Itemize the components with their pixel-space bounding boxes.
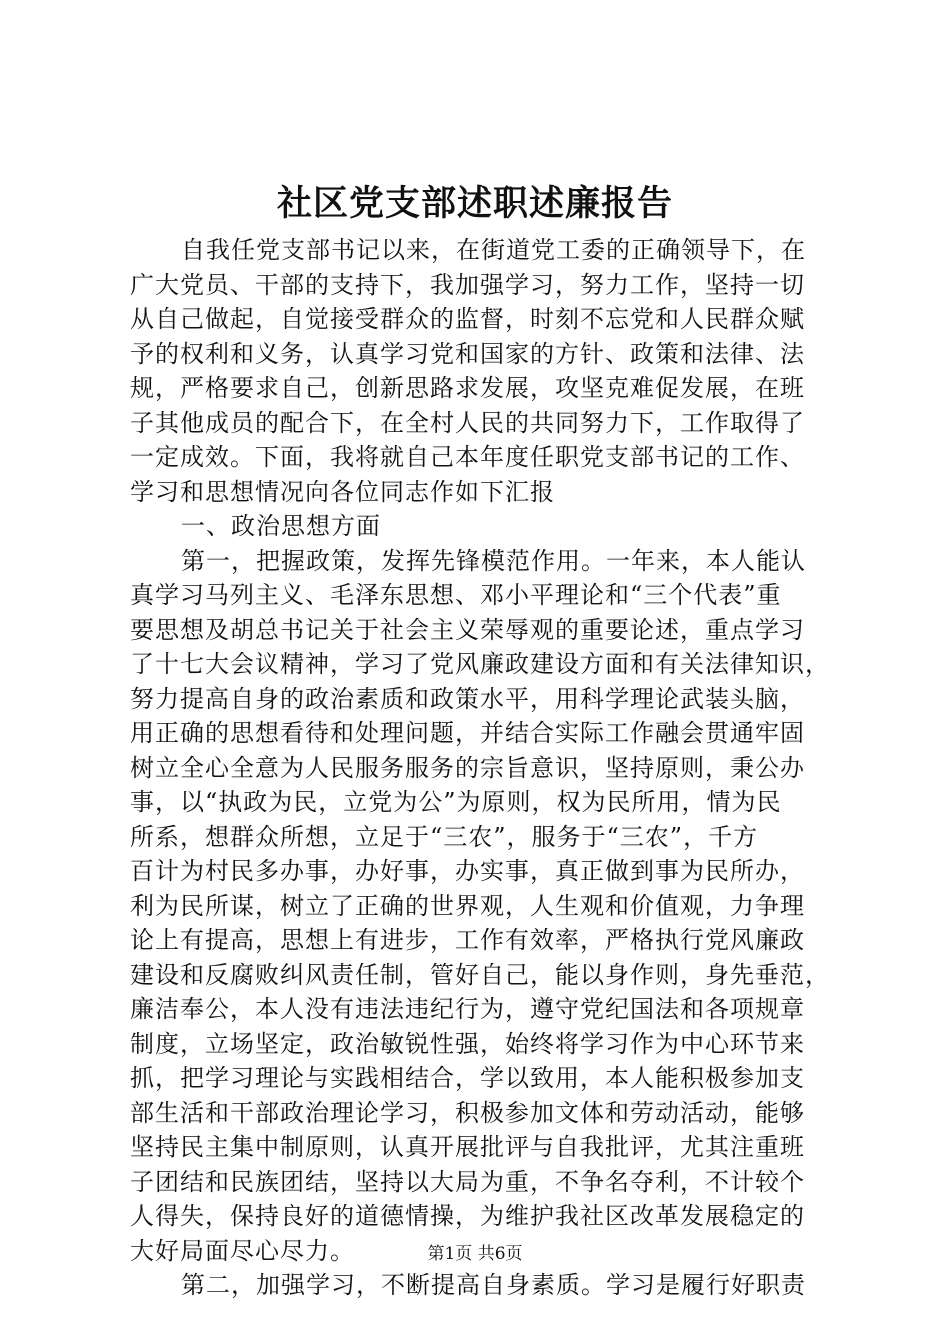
body-line: 了十七大会议精神，学习了党风廉政建设方面和有关法律知识，	[130, 650, 830, 678]
body-line: 事，以“执政为民，立党为公”为原则，权为民所用，情为民	[130, 788, 782, 816]
body-line: 用正确的思想看待和处理问题，并结合实际工作融会贯通牢固	[130, 719, 805, 747]
body-line: 树立全心全意为人民服务服务的宗旨意识，坚持原则，秉公办	[130, 753, 805, 782]
body-line: 努力提高自身的政治素质和政策水平，用科学理论武装头脑，	[130, 684, 805, 713]
document-title: 社区党支部述职述廉报告	[276, 183, 673, 224]
body-line: 制度，立场坚定，政治敏锐性强，始终将学习作为中心环节来	[130, 1029, 805, 1058]
body-line: 人得失，保持良好的道德情操，为维护我社区改革发展稳定的	[130, 1202, 805, 1230]
body-line: 大好局面尽心尽力。	[130, 1236, 355, 1265]
body-line: 部生活和干部政治理论学习，积极参加文体和劳动活动，能够	[130, 1098, 805, 1127]
body-line: 所系，想群众所想，立足于“三农”，服务于“三农”，千方	[130, 822, 759, 851]
body-line: 百计为村民多办事，办好事，办实事，真正做到事为民所办，	[130, 857, 805, 885]
body-line: 子其他成员的配合下，在全村人民的共同努力下，工作取得了	[130, 408, 805, 437]
body-line: 第一，把握政策，发挥先锋模范作用。一年来，本人能认	[181, 546, 806, 575]
body-line: 予的权利和义务，认真学习党和国家的方针、政策和法律、法	[130, 339, 805, 368]
page-footer: 第1页 共6页	[427, 1244, 523, 1264]
body-line: 自我任党支部书记以来，在街道党工委的正确领导下，在	[181, 236, 806, 264]
body-line: 从自己做起，自觉接受群众的监督，时刻不忘党和人民群众赋	[130, 305, 805, 333]
body-line: 规，严格要求自己，创新思路求发展，攻坚克难促发展，在班	[130, 374, 805, 402]
body-line: 抓，把学习理论与实践相结合，学以致用，本人能积极参加支	[130, 1064, 805, 1092]
body-line: 学习和思想情况向各位同志作如下汇报	[130, 477, 555, 506]
body-line: 利为民所谋，树立了正确的世界观，人生观和价值观，力争理	[130, 891, 805, 920]
body-line: 一、政治思想方面	[181, 512, 381, 540]
body-line: 要思想及胡总书记关于社会主义荣辱观的重要论述，重点学习	[130, 615, 805, 644]
body-line: 坚持民主集中制原则，认真开展批评与自我批评，尤其注重班	[130, 1133, 805, 1161]
body-line: 子团结和民族团结，坚持以大局为重，不争名夺利，不计较个	[130, 1167, 805, 1196]
body-line: 一定成效。下面，我将就自己本年度任职党支部书记的工作、	[130, 443, 805, 471]
body-line: 建设和反腐败纠风责任制，管好自己，能以身作则，身先垂范，	[130, 960, 830, 989]
body-line: 论上有提高，思想上有进步，工作有效率，严格执行党风廉政	[130, 926, 805, 954]
body-line: 第二，加强学习，不断提高自身素质。学习是履行好职责	[181, 1271, 806, 1299]
body-line: 广大党员、干部的支持下，我加强学习，努力工作，坚持一切	[130, 270, 805, 299]
body-line: 廉洁奉公，本人没有违法违纪行为，遵守党纪国法和各项规章	[130, 995, 805, 1023]
document-body	[130, 233, 830, 1303]
body-line: 真学习马列主义、毛泽东思想、邓小平理论和“三个代表”重	[130, 581, 782, 609]
